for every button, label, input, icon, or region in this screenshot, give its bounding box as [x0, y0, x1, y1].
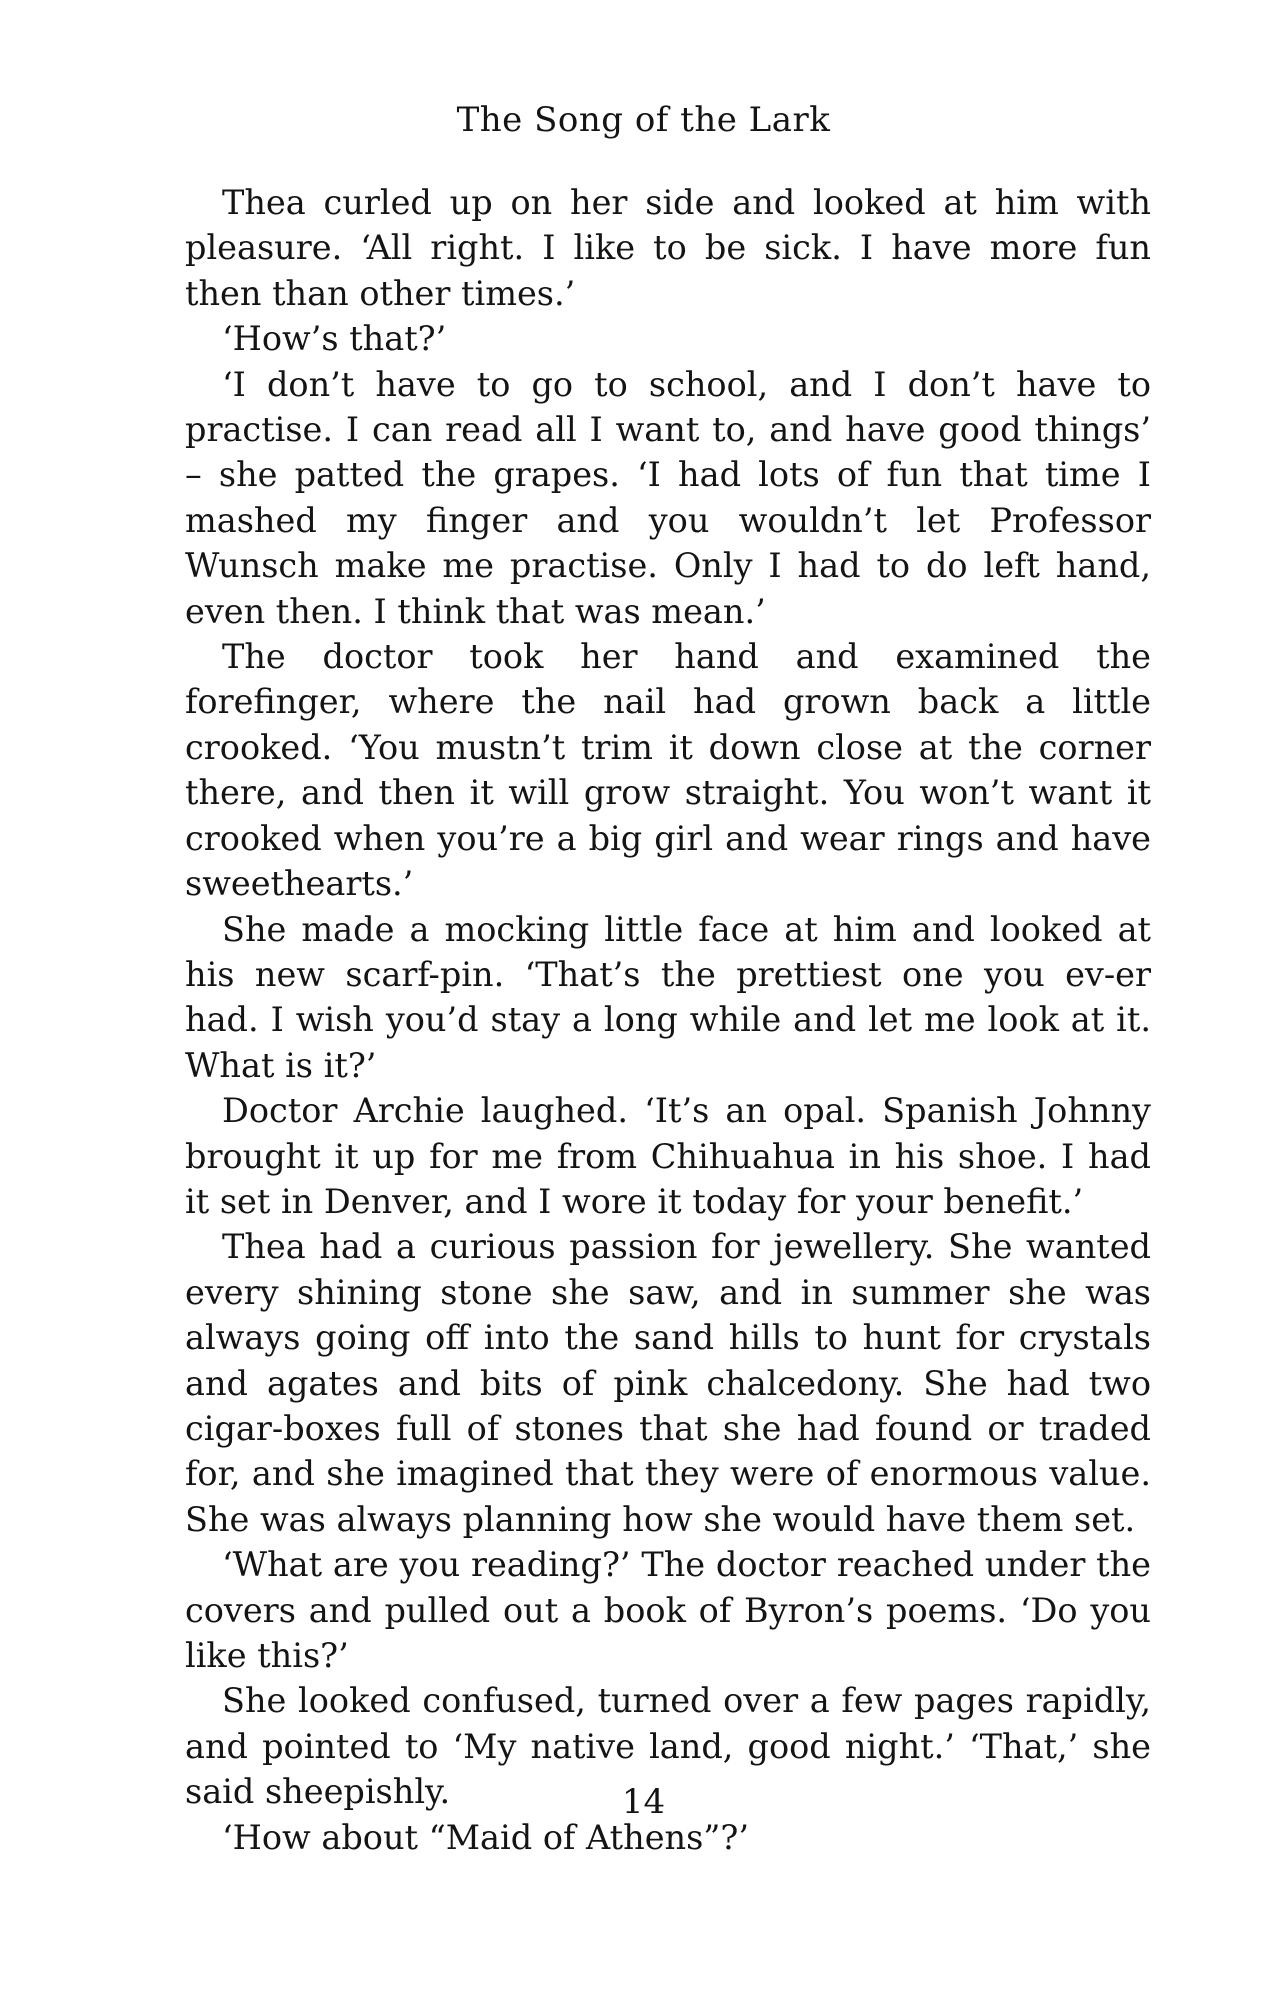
paragraph: ‘I don’t have to go to school, and I don’t have to practise. I can read all I want to, and have good things’ – she patted the grapes. ‘I had lots of fun that time I mashed my finger and you wouldn’t let Professor Wunsch make me practise. Only I had to do left hand, even then. I think that was mean.’ — [185, 364, 1151, 631]
paragraph: She looked confused, turned over a few pages rapidly, and pointed to ‘My native land, good night.’ ‘That,’ she said sheepishly. — [185, 1681, 1151, 1812]
paragraph: The doctor took her hand and examined the forefinger, where the nail had grown back a little crooked. ‘You mustn’t trim it down close at the corner there, and then it will grow straight. You won’t want it crooked when you’re a big girl and wear rings and have sweethearts.’ — [185, 637, 1151, 904]
paragraph: She made a mocking little face at him and looked at his new scarf-pin. ‘That’s the prettiest one you ev-er had. I wish you’d stay a long while and let me look at it. What is it?’ — [185, 909, 1151, 1085]
paragraph: Thea had a curious passion for jewellery. She wanted every shining stone she saw, and in summer she was always going off into the sand hills to hunt for crystals and agates and bits of pink chalcedony. She had two cigar-boxes full of stones that she had found or traded for, and she imagined that they were of enormous value. She was always planning how she would have them set. — [185, 1227, 1151, 1539]
body-text — [185, 180, 1151, 1860]
paragraph: ‘What are you reading?’ The doctor reached under the covers and pulled out a book of Byron’s poems. ‘Do you like this?’ — [185, 1545, 1151, 1675]
paragraph: Doctor Archie laughed. ‘It’s an opal. Spanish Johnny brought it up for me from Chihuahua in his shoe. I had it set in Denver, and I wore it today for your benefit.’ — [185, 1091, 1151, 1221]
running-head: The Song of the Lark — [456, 100, 831, 140]
paragraph: ‘How about “Maid of Athens”?’ — [222, 1817, 750, 1857]
paragraph: ‘How’s that?’ — [222, 319, 447, 359]
paragraph: Thea curled up on her side and looked at him with pleasure. ‘All right. I like to be sick. I have more fun then than other times.’ — [185, 183, 1151, 313]
page-number: 14 — [621, 1782, 666, 1822]
